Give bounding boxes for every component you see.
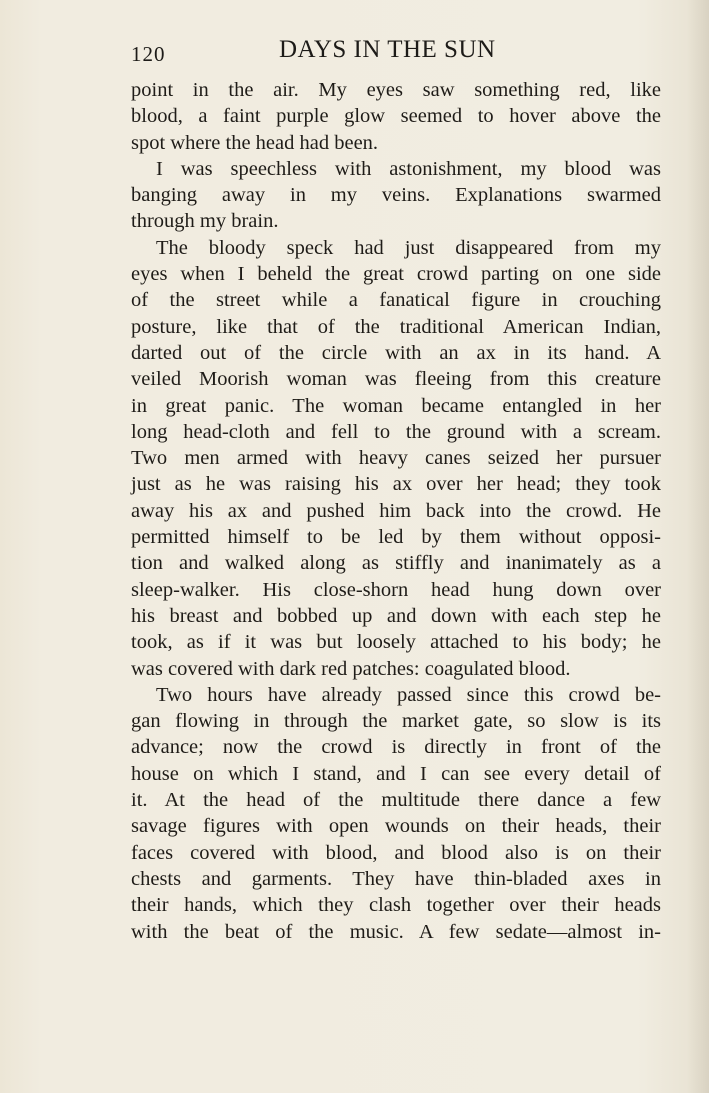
text-line: tion and walked along as stiffly and inanimately as a — [131, 552, 661, 575]
text-line: savage figures with open wounds on their heads, their — [131, 815, 661, 838]
page-edge-shadow — [687, 0, 709, 1093]
text-line: sleep-walker. His close-shorn head hung down over — [131, 578, 661, 601]
text-line: Two hours have already passed since this crowd be- — [156, 683, 661, 706]
running-head — [131, 36, 661, 68]
text-line: permitted himself to be led by them without opposi- — [131, 526, 661, 549]
text-line: was covered with dark red patches: coagulated blood. — [131, 657, 571, 680]
text-line: Two men armed with heavy canes seized her pursuer — [131, 447, 661, 470]
text-line: banging away in my veins. Explanations swarmed — [131, 184, 661, 207]
text-line: with the beat of the music. A few sedate—almost in- — [131, 920, 661, 943]
text-line: of the street while a fanatical figure in crouching — [131, 289, 661, 312]
text-line: The bloody speck had just disappeared from my — [156, 236, 661, 259]
text-line: through my brain. — [131, 210, 279, 233]
text-line: posture, like that of the traditional American Indian, — [131, 315, 661, 338]
text-line: in great panic. The woman became entangled in her — [131, 394, 661, 417]
text-line: gan flowing in through the market gate, so slow is its — [131, 710, 661, 733]
text-line: point in the air. My eyes saw something red, like — [131, 79, 661, 101]
text-line: their hands, which they clash together over their heads — [131, 894, 661, 917]
text-line: house on which I stand, and I can see every detail of — [131, 762, 661, 785]
text-line: advance; now the crowd is directly in front of the — [131, 736, 661, 759]
text-line: blood, a faint purple glow seemed to hover above the — [131, 105, 661, 128]
text-line: it. At the head of the multitude there dance a few — [131, 789, 661, 812]
text-line: faces covered with blood, and blood also is on their — [131, 841, 661, 864]
text-line: long head-cloth and fell to the ground with a scream. — [131, 420, 661, 443]
text-line: away his ax and pushed him back into the crowd. He — [131, 499, 661, 522]
text-line: I was speechless with astonishment, my blood was — [156, 157, 661, 180]
text-line: veiled Moorish woman was fleeing from this creature — [131, 368, 661, 391]
text-line: chests and garments. They have thin-bladed axes in — [131, 867, 661, 890]
running-title: DAYS IN THE SUN — [279, 36, 496, 63]
text-line: his breast and bobbed up and down with each step he — [131, 604, 661, 627]
text-line: took, as if it was but loosely attached to his body; he — [131, 631, 661, 654]
text-line: darted out of the circle with an ax in its hand. A — [131, 341, 661, 364]
body-text — [131, 77, 661, 945]
text-line: eyes when I beheld the great crowd parting on one side — [131, 263, 661, 286]
text-line: spot where the head had been. — [131, 131, 379, 154]
text-line: just as he was raising his ax over her head; they took — [131, 473, 661, 496]
page-number: 120 — [131, 42, 166, 66]
